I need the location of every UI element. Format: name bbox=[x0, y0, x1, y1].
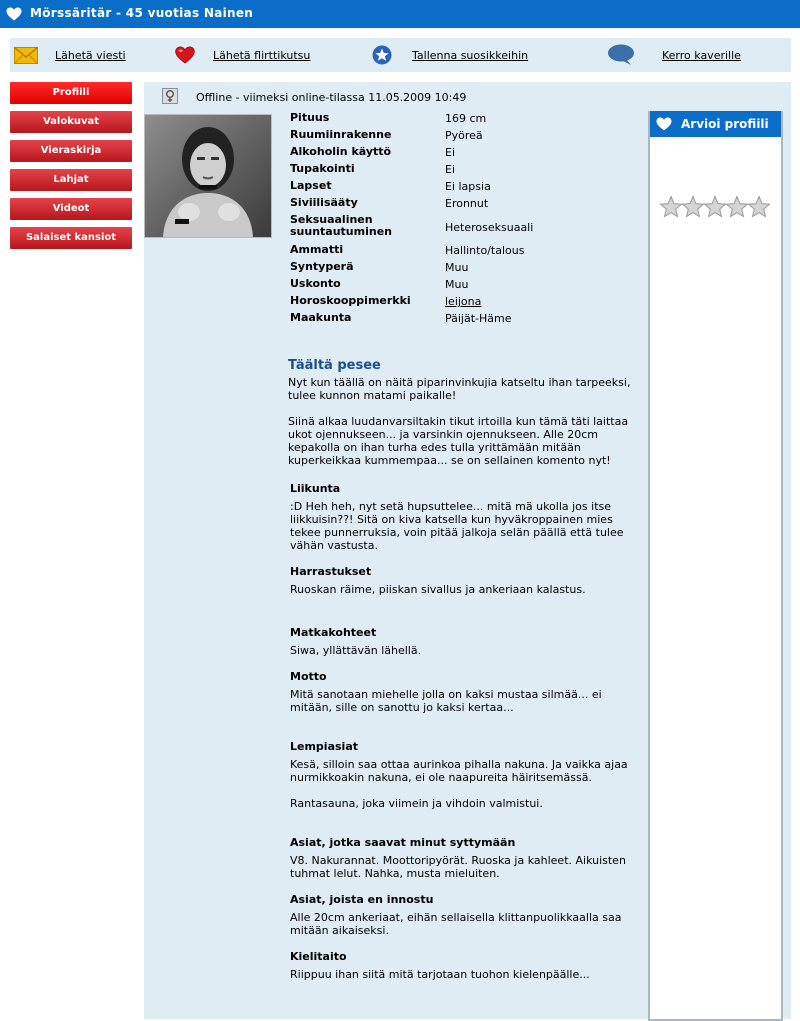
menu-item-photos[interactable]: Valokuvat bbox=[10, 111, 132, 133]
profile-photo-image bbox=[145, 115, 271, 237]
attribute-row: Ammatti Hallinto/talous bbox=[290, 243, 525, 257]
profile-attributes bbox=[290, 112, 640, 329]
menu-item-videos[interactable]: Videot bbox=[10, 198, 132, 220]
rating-panel bbox=[648, 111, 783, 1021]
attribute-row: Pituus 169 cm bbox=[290, 111, 487, 125]
heart-icon bbox=[6, 7, 22, 21]
section-languages: Kielitaito Riippuu ihan siitä mitä tarjotaan tuohon kielenpäälle... bbox=[290, 950, 590, 981]
status-text: Offline - viimeksi online-tilassa 11.05.2009 10:49 bbox=[196, 91, 467, 104]
send-message-link[interactable]: Lähetä viesti bbox=[55, 49, 126, 62]
female-icon bbox=[162, 88, 178, 104]
rating-star-icon[interactable] bbox=[703, 195, 727, 219]
speech-bubble-icon bbox=[607, 44, 635, 66]
attribute-row: Syntyperä Muu bbox=[290, 260, 469, 274]
profile-headline: Täältä pesee bbox=[288, 358, 381, 373]
menu-item-profile[interactable]: Profiili bbox=[10, 82, 132, 104]
profile-menu bbox=[10, 82, 132, 256]
attribute-row: Alkoholin käyttö Ei bbox=[290, 145, 456, 159]
attribute-row: Tupakointi Ei bbox=[290, 162, 456, 176]
profile-intro bbox=[288, 358, 633, 467]
envelope-icon bbox=[14, 47, 38, 64]
section-exercise: Liikunta :D Heh heh, nyt setä hupsuttelee... mitä mä ukolla jos itse liikkuisin??! Sitä on kiva katsella kun hyväkroppainen mies tekee punnerruksia, voin pitää jalkoja selän päällä että tulee vähän vastusta. bbox=[290, 482, 624, 552]
intro-paragraph: Siinä alkaa luudanvarsiltakin tikut irtoilla kun tämä täti laittaa ukot ojennukseen... ja varsinkin ojennukseen. Alle 20cm kepakolla on ihan turha edes tulla yrittämään mitään kuperkeikkaa kummempaa... se on sellainen komento nyt! bbox=[288, 415, 629, 467]
save-favorite-link[interactable]: Tallenna suosikkeihin bbox=[412, 49, 529, 62]
section-travel: Matkakohteet Siwa, yllättävän lähellä. bbox=[290, 626, 422, 657]
attribute-row: Seksuaalinen suuntautuminen Heteroseksuaali bbox=[290, 213, 534, 238]
menu-item-secret-folders[interactable]: Salaiset kansiot bbox=[10, 227, 132, 249]
section-hobbies: Harrastukset Ruoskan räime, piiskan sivallus ja ankeriaan kalastus. bbox=[290, 565, 586, 596]
action-bar bbox=[10, 38, 791, 72]
profile-title-bar bbox=[0, 0, 800, 28]
menu-item-guestbook[interactable]: Vieraskirja bbox=[10, 140, 132, 162]
section-motto: Motto Mitä sanotaan miehelle jolla on kaksi mustaa silmää... ei mitään, sille on sanottu jo kaksi kertaa... bbox=[290, 670, 602, 714]
menu-item-gifts[interactable]: Lahjat bbox=[10, 169, 132, 191]
page-title: Mörssäritär - 45 vuotias Nainen bbox=[30, 6, 254, 20]
section-turn-offs: Asiat, joista en innostu Alle 20cm ankeriaat, eihän sellaisella klittanpuolikkaalla saa mitään aikaiseksi. bbox=[290, 893, 622, 937]
horoscope-link[interactable]: leijona bbox=[445, 295, 482, 308]
attribute-row: Uskonto Muu bbox=[290, 277, 469, 291]
attribute-row: Lapset Ei lapsia bbox=[290, 179, 491, 193]
rating-star-icon[interactable] bbox=[681, 195, 705, 219]
attribute-row: Horoskooppimerkki leijona bbox=[290, 294, 482, 308]
attribute-row: Maakunta Päijät-Häme bbox=[290, 311, 512, 325]
attribute-row: Siviilisääty Eronnut bbox=[290, 196, 489, 210]
heart-icon bbox=[175, 46, 195, 64]
section-turn-ons: Asiat, jotka saavat minut syttymään V8. Nakurannat. Moottoripyörät. Ruoska ja kahleet. Aikuisten tuhmat lelut. Nahka, musta mieluiten. bbox=[290, 836, 626, 880]
rating-title: Arvioi profiili bbox=[681, 117, 769, 131]
section-favorites: Lempiasiat Kesä, silloin saa ottaa aurinkoa pihalla nakuna. Ja vaikka ajaa nurmikkoakin nakuna, ei ole naapureita häiritsemässä. Rantasauna, joka viimein ja vihdoin valmistui. bbox=[290, 740, 628, 810]
rating-star-icon[interactable] bbox=[747, 195, 771, 219]
intro-paragraph: Nyt kun täällä on näitä piparinvinkujia katseltu ihan tarpeeksi, tulee kunnon matami paikalle! bbox=[288, 376, 631, 402]
rating-star-icon[interactable] bbox=[659, 195, 683, 219]
rating-header bbox=[650, 111, 781, 137]
heart-icon bbox=[656, 117, 672, 131]
rating-star-icon[interactable] bbox=[725, 195, 749, 219]
send-flirt-link[interactable]: Lähetä flirttikutsu bbox=[213, 49, 311, 62]
profile-main-panel bbox=[144, 82, 791, 1019]
attribute-row: Ruumiinrakenne Pyöreä bbox=[290, 128, 483, 142]
tell-friend-link[interactable]: Kerro kaverille bbox=[662, 49, 741, 62]
profile-photo[interactable] bbox=[144, 114, 272, 238]
star-icon bbox=[372, 45, 392, 65]
